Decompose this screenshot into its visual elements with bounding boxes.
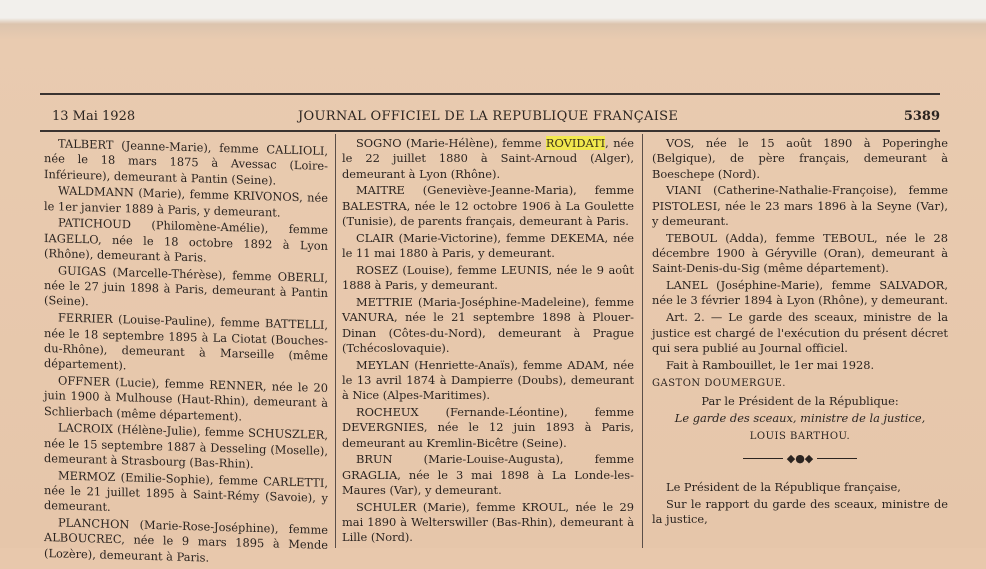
- ornament-divider: ◆●◆: [652, 451, 948, 466]
- column-divider-1: [335, 134, 336, 548]
- entry: GUIGAS (Marcelle-Thérèse), femme OBERLI, née le 27 juin 1898 à Paris, demeurant à Pantin (Seine).: [44, 263, 328, 309]
- entry: CLAIR (Marie-Victorine), femme DEKEMA, née le 11 mai 1880 à Paris, y demeurant.: [342, 230, 634, 261]
- entry: ROCHEUX (Fernande-Léontine), femme DEVERGNIES, née le 12 juin 1893 à Paris, demeurant au Kremlin-Bicêtre (Seine).: [342, 405, 634, 450]
- entry-text: SOGNO (Marie-Hélène), femme: [356, 136, 546, 150]
- page-number: 5389: [903, 109, 940, 124]
- entry: VIANI (Catherine-Nathalie-Françoise), femme PISTOLESI, née le 23 mars 1896 à la Seyne (Var), y demeurant.: [652, 183, 948, 228]
- highlighted-name: ROVIDATI: [545, 136, 606, 150]
- entry: BRUN (Marie-Louise-Augusta), femme GRAGLIA, née le 3 mai 1898 à La Londe-les-Maures (Var), y demeurant.: [342, 452, 634, 498]
- column-divider-2: [642, 134, 643, 548]
- entry: TEBOUL (Adda), femme TEBOUL, née le 28 décembre 1900 à Géryville (Oran), demeurant à Saint-Denis-du-Sig (même département).: [652, 230, 948, 276]
- header-rule-top: [40, 93, 940, 95]
- entry: MEYLAN (Henriette-Anaïs), femme ADAM, née le 13 avril 1874 à Dampierre (Doubs), demeurant à Nice (Alpes-Maritimes).: [342, 357, 634, 403]
- journal-title: JOURNAL OFFICIEL DE LA REPUBLIQUE FRANÇAISE: [298, 109, 679, 124]
- entry: VOS, née le 15 août 1890 à Poperinghe (Belgique), de père français, demeurant à Boeschepe (Nord).: [652, 136, 948, 181]
- entry: LACROIX (Hélène-Julie), femme SCHUSZLER, née le 15 septembre 1887 à Desseling (Moselle), demeurant à Strasbourg (Bas-Rhin).: [44, 420, 328, 471]
- entry: MERMOZ (Emilie-Sophie), femme CARLETTI, née le 21 juillet 1895 à Saint-Rémy (Savoie), y demeurant.: [44, 468, 328, 515]
- garde-des-sceaux: Le garde des sceaux, ministre de la justice,: [674, 411, 926, 426]
- header-date: 13 Mai 1928: [52, 109, 136, 124]
- column-1: [44, 136, 328, 565]
- entry-text: , née le 22 juillet 1880 à Saint-Arnoud (Alger), demeurant à Lyon (Rhône).: [342, 136, 635, 181]
- entry: SCHULER (Marie), femme KROUL, née le 29 mai 1890 à Welterswiller (Bas-Rhin), demeurant à Lille (Nord).: [342, 499, 634, 545]
- president-line: Le Président de la République française,: [666, 479, 901, 494]
- signature-barthou: LOUIS BARTHOU.: [749, 431, 851, 443]
- entry: WALDMANN (Marie), femme KRIVONOS, née le 1er janvier 1889 à Paris, y demeurant.: [44, 183, 328, 220]
- entry: FERRIER (Louise-Pauline), femme BATTELLI, née le 18 septembre 1895 à La Ciotat (Bouches-du-Rhône), demeurant à Marseille (même département).: [44, 310, 328, 373]
- entry: OFFNER (Lucie), femme RENNER, née le 20 juin 1900 à Mulhouse (Haut-Rhin), demeurant à Schlierbach (même département).: [44, 373, 328, 424]
- entry: ROSEZ (Louise), femme LEUNIS, née le 9 août 1888 à Paris, y demeurant.: [342, 262, 634, 293]
- entry: MAITRE (Geneviève-Jeanne-Maria), femme BALESTRA, née le 12 octobre 1906 à La Goulette (Tunisie), de parents français, demeurant à Paris.: [342, 183, 634, 228]
- article-2: Art. 2. — Le garde des sceaux, ministre de la justice est chargé de l'exécution du présent décret qui sera publié au Journal officiel.: [652, 310, 948, 355]
- sur-le-rapport: Sur le rapport du garde des sceaux, ministre de la justice,: [652, 496, 948, 527]
- entry: PLANCHON (Marie-Rose-Joséphine), femme ALBOUCREC, née le 9 mars 1895 à Mende (Lozère), demeurant à Paris.: [44, 515, 328, 565]
- signature-doumergue: GASTON DOUMERGUE.: [652, 377, 786, 389]
- column-2: [342, 136, 634, 546]
- entry: LANEL (Joséphine-Marie), femme SALVADOR, née le 3 février 1894 à Lyon (Rhône), y demeurant.: [652, 278, 948, 308]
- page-header: [52, 109, 940, 129]
- entry: TALBERT (Jeanne-Marie), femme CALLIOLI, née le 18 mars 1875 à Avessac (Loire-Inférieure), demeurant à Pantin (Seine).: [44, 136, 328, 188]
- entry: PATICHOUD (Philomène-Amélie), femme IAGELLO, née le 18 octobre 1892 à Lyon (Rhône), demeurant à Paris.: [44, 215, 328, 265]
- entry: METTRIE (Maria-Joséphine-Madeleine), femme VANURA, née le 21 septembre 1898 à Plouer-Dinan (Côtes-du-Nord), demeurant à Prague (Tchécoslovaquie).: [342, 294, 634, 355]
- header-rule-bottom: [40, 130, 940, 132]
- entry: [342, 136, 634, 182]
- fait-a-rambouillet: Fait à Rambouillet, le 1er mai 1928.: [666, 357, 875, 372]
- column-3: [652, 136, 948, 546]
- par-le-president: Par le Président de la République:: [701, 394, 899, 409]
